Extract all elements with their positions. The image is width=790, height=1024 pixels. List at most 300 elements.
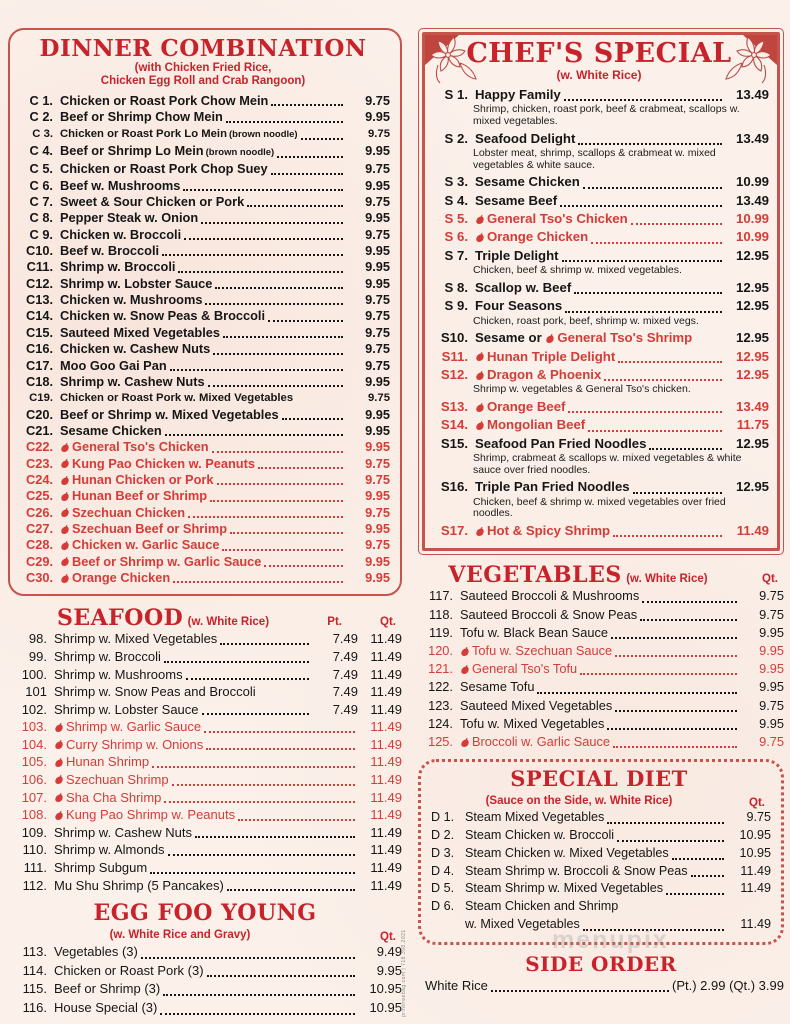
item-number: C18. [25,373,53,389]
dot-leader [178,271,343,273]
item-number: S11. [441,348,468,364]
menu-item-row [8,806,402,824]
item-number: 118. [429,606,453,622]
item-name-wrap [54,980,358,999]
dot-leader [150,872,355,874]
item-price: 9.75 [365,504,390,520]
item-price: 9.95 [365,439,390,455]
spicy-pepper-icon [54,757,63,768]
dot-leader [591,242,722,244]
menu-item-row [427,898,771,916]
item-name: Shrimp w. Broccoli [54,648,161,664]
menu-item-row [8,980,402,999]
item-name: Shrimp w. Cashew Nuts [60,373,205,389]
item-number: S14. [440,417,468,433]
quart-column-header: Qt. [762,573,778,586]
item-number: 109. [21,824,47,840]
item-name: Chicken w. Snow Peas & Broccoli [60,308,266,324]
item-price: 11.49 [370,736,402,752]
item-name: General Tso's Chicken [72,439,209,455]
menu-item-row [8,859,402,877]
item-number: 111. [23,860,47,876]
item-price: 9.95 [759,643,784,659]
item-price: 9.75 [759,697,784,713]
left-column [8,28,402,1018]
spicy-pepper-icon [54,792,63,803]
item-name-wrap [54,753,358,771]
item-number: 105. [21,754,47,770]
item-name-wrap [465,898,771,916]
section-title: DINNER COMBINATION [39,35,367,62]
dot-leader [649,448,722,450]
item-number: C13. [25,292,53,308]
item-number: C 3. [32,127,53,140]
item-price: 12.95 [735,298,769,314]
item-number: C27. [25,520,53,536]
item-name: Chicken or Roast Pork Chow Mein [60,93,269,108]
item-name-wrap [60,259,346,275]
item-number: S 9. [444,298,468,314]
item-name: Hot & Spicy Shrimp [487,523,611,539]
menupix-watermark: menupix [552,926,669,954]
item-name-wrap [54,841,358,859]
item-name: Shrimp w. Lobster Sauce [54,701,199,717]
item-price: 10.99 [735,211,769,226]
dot-leader [247,205,343,207]
item-name: Sauteed Mixed Vegetables [60,324,221,340]
item-name-wrap [60,439,346,455]
menu-item-row [429,86,769,104]
menu-item-row [418,587,784,605]
item-number: S 4. [444,192,468,208]
item-name: Chicken w. Garlic Sauce [72,537,220,553]
seafood-section [8,606,402,894]
egg-foo-young-items [8,943,402,1017]
dot-leader [168,854,355,856]
quart-column-header: Qt. [749,797,765,810]
menu-item-row [8,736,402,754]
item-price: 12.95 [735,479,769,495]
item-name: Szechuan Chicken [72,504,186,520]
item-number: 124. [428,715,453,731]
menu-item-row [16,194,390,210]
item-price: 10.95 [739,828,771,843]
item-name-wrap [475,435,725,453]
menu-item-row [429,348,769,366]
item-name: Triple Pan Fried Noodles [475,479,630,495]
dot-leader [271,173,343,175]
special-diet-section [418,759,784,945]
item-price: 9.95 [365,259,390,275]
dot-leader [188,516,343,518]
spicy-pepper-icon [475,232,484,243]
item-number: 103. [21,719,47,735]
item-price: 9.75 [759,734,784,750]
item-name: Sesame Chicken [475,174,580,190]
item-price-pint: 7.49 [332,631,358,647]
spicy-pepper-icon [60,540,69,551]
seafood-header [8,606,402,630]
dot-leader [574,292,722,294]
dot-leader [205,303,343,305]
item-number: 112. [22,877,47,893]
dot-leader [583,187,722,189]
item-price: 12.95 [735,348,769,364]
menu-item-row [418,678,784,696]
dot-leader [163,994,355,996]
vegetables-header [418,563,784,587]
section-subtitle: (Sauce on the Side, w. White Rice) [485,795,673,808]
dot-leader [195,836,355,838]
item-name: Orange Beef [487,399,566,415]
item-number: S10. [440,330,468,346]
item-price: 9.75 [365,357,390,373]
dot-leader [568,411,722,413]
dot-leader [184,238,343,240]
item-name: Sesame Chicken [60,422,162,438]
menu-item-row [418,624,784,642]
item-name: Sha Cha Shrimp [66,789,162,805]
item-price: 9.95 [759,679,784,695]
dot-leader [564,99,722,101]
menu-item-row [8,771,402,789]
menu-item-row [16,308,390,324]
dot-leader [226,121,343,123]
menu-item-row [8,943,402,962]
item-name: Beef or Shrimp Lo Mein [60,143,204,159]
item-price: 9.75 [365,308,390,324]
item-price: 11.49 [370,648,402,664]
spicy-pepper-icon [460,737,469,748]
printer-credit-text: printfreebag.com | 718.398.2021 [401,929,407,1017]
item-name: Chicken or Roast Pork (3) [54,962,204,978]
item-number: 125. [428,734,453,750]
menu-item-row [16,178,390,194]
item-price: 12.95 [735,279,769,295]
item-name-wrap [465,916,727,934]
item-name-wrap [475,416,725,434]
menu-item-row [418,733,784,751]
menu-item-row [8,648,402,666]
item-description: Chicken, beef & shrimp w. mixed vegetables. [473,264,682,277]
item-number: 116. [22,1000,47,1015]
special-diet-header [427,767,771,791]
item-name: Beef or Shrimp (3) [54,981,161,997]
menu-item-row [16,358,390,374]
item-name-wrap [60,456,346,472]
item-description: Chicken, roast pork, beef, shrimp w. mixed vegs. [473,314,699,327]
item-price: 9.75 [365,341,390,357]
menu-item-row [8,877,402,895]
item-name: Hunan Beef or Shrimp [72,488,208,504]
item-name-wrap [475,130,725,148]
dot-leader [227,889,355,891]
item-name-prefix: Sesame or [475,330,546,346]
dinner-combination-header [16,36,390,88]
item-name-wrap [460,697,740,715]
chefs-special-box [422,32,780,551]
item-number: 110. [22,842,47,858]
item-name: Shrimp w. Snow Peas and Broccoli [54,684,256,700]
spicy-pepper-icon [475,402,484,413]
item-price: 11.49 [370,701,402,717]
item-name: Orange Chicken [72,569,171,585]
item-name: Hunan Triple Delight [487,348,616,364]
menu-item-row [16,554,390,570]
item-name-wrap [475,348,725,366]
item-name: Kung Pao Chicken w. Peanuts [72,455,255,471]
menu-item-row [429,173,769,191]
menu-item-row [16,521,390,537]
item-price: 9.75 [368,127,390,140]
section-title: CHEF'S SPECIAL [466,38,732,69]
item-name-wrap [54,701,312,719]
spicy-pepper-icon [54,739,63,750]
item-number: D 5. [431,881,455,896]
item-name-wrap [475,86,725,104]
dot-leader [152,766,355,768]
item-price: 13.49 [735,399,769,415]
menu-item-row [16,488,390,504]
item-name: Steam Chicken and Shrimp [465,899,619,914]
item-name-wrap [60,178,346,194]
item-number: C15. [25,324,53,340]
menu-item-row [429,522,769,540]
spicy-pepper-icon [475,351,484,362]
item-number: 98. [28,631,47,647]
item-name-wrap [54,718,358,736]
dot-leader [238,819,355,821]
menu-item-row [16,472,390,488]
item-name-wrap [475,173,725,191]
item-number: D 6. [431,899,455,914]
item-price: 9.75 [365,194,390,210]
item-price: 9.95 [365,488,390,504]
spicy-pepper-icon [60,573,69,584]
item-price: 9.95 [365,243,390,259]
item-price: 11.49 [370,824,402,840]
item-note: (brown noodle) [205,147,275,159]
item-price: 10.95 [739,845,771,860]
menu-item-row [429,247,769,265]
item-note: (brown noodle) [228,128,298,140]
spicy-pepper-icon [475,420,484,431]
item-name-wrap [460,733,740,751]
item-name-wrap [54,736,358,754]
item-name: Shrimp w. Cashew Nuts [54,824,192,840]
item-name: Shrimp w. Lobster Sauce [60,275,213,291]
item-name: Hunan Chicken or Pork [72,471,214,487]
dot-leader [631,223,722,225]
item-price: 11.49 [370,754,402,770]
item-price: 9.75 [759,606,784,622]
item-name-wrap [465,827,727,845]
item-number: S 2. [444,130,468,146]
item-description: Shrimp, crabmeat & scallops w. mixed vegetables & white sauce over fried noodles. [473,452,742,476]
item-name-wrap [460,642,740,660]
dot-leader [141,957,355,959]
spicy-pepper-icon [475,214,484,225]
section-subtitle: (w. White Rice) [556,68,642,82]
item-price: 11.49 [370,789,402,805]
item-name-wrap [60,358,346,374]
item-name-wrap [460,624,740,642]
item-price: 9.95 [759,624,784,640]
dot-leader [607,728,737,730]
dot-leader [160,1013,355,1015]
menu-item-row [427,863,771,881]
menu-item-row [429,297,769,315]
menu-item-row [16,325,390,341]
item-number: C11. [26,259,53,275]
item-number: C22. [25,439,53,455]
item-number: D 2. [431,828,455,843]
item-name-wrap [60,308,346,324]
item-name: Shrimp w. Mixed Vegetables [54,631,218,647]
item-price: 11.75 [736,417,769,433]
item-number: S12. [440,367,468,383]
menu-item-row [429,210,769,228]
item-name: Hunan Shrimp [66,754,150,770]
spicy-pepper-icon [60,475,69,486]
item-name-wrap [60,488,346,504]
item-name-wrap [475,279,725,297]
item-number: C 6. [29,177,53,193]
menu-item-row [8,841,402,859]
item-number: C30. [25,569,53,585]
item-name: Seafood Delight [475,130,576,146]
menu-item-row [16,390,390,406]
item-price: 11.49 [740,881,771,896]
item-name-wrap [60,390,346,406]
item-name: Tofu w. Black Bean Sauce [460,624,608,640]
menu-item-row-continuation [427,916,771,934]
dot-leader [633,492,722,494]
item-name: Moo Goo Gai Pan [60,357,167,373]
dot-leader [578,143,722,145]
item-price-pint: 7.49 [332,684,358,700]
item-name: House Special (3) [54,1000,158,1015]
dot-leader [223,336,343,338]
item-price: 9.95 [365,422,390,438]
item-number: 115. [22,981,47,997]
item-number: C 8. [29,210,53,226]
menu-item-row [418,642,784,660]
egg-foo-young-subheader [8,925,402,943]
item-name-wrap [54,877,358,895]
item-price: 9.95 [365,177,390,193]
dot-leader [604,379,722,381]
item-name-wrap [460,587,740,605]
item-name-wrap [54,962,358,981]
menu-item-row [418,697,784,715]
item-name: Curry Shrimp w. Onions [66,736,204,752]
item-price-pint: 7.49 [332,648,358,664]
item-number: C 5. [29,161,53,177]
menu-item-row [16,439,390,455]
menu-item-row [8,753,402,771]
dot-leader [565,311,722,313]
menu-item-row [8,999,402,1018]
dot-leader [562,260,722,262]
item-name-wrap [60,143,346,161]
item-name: Sesame Beef [475,192,558,208]
item-name: Seafood Pan Fried Noodles [475,435,647,451]
item-name-wrap [60,423,346,439]
menu-item-row [16,423,390,439]
dot-leader [222,549,343,551]
section-title: SEAFOOD [56,605,184,632]
item-name: Beef or Shrimp w. Mixed Vegetables [60,406,279,422]
item-name-wrap [60,227,346,243]
section-title: EGG FOO YOUNG [93,900,317,927]
item-number: C10. [25,243,53,259]
menu-item-row [418,976,784,995]
menu-item-row [8,666,402,684]
item-name-wrap [60,521,346,537]
dot-leader [301,138,343,140]
item-number: C 7. [29,194,53,210]
item-price: 9.95 [365,275,390,291]
dot-leader [258,467,343,469]
spicy-pepper-icon [460,664,469,675]
item-name-wrap [54,666,312,684]
item-name: Sesame Tofu [460,679,535,695]
spicy-pepper-icon [60,458,69,469]
item-number: S 5. [444,211,468,226]
item-price: 11.49 [740,917,771,932]
item-price: 9.95 [365,520,390,536]
dot-leader [217,483,343,485]
item-name-wrap [54,806,358,824]
item-price: 9.95 [759,715,784,731]
item-name: Sweet & Sour Chicken or Pork [60,194,245,210]
vegetables-items [418,587,784,751]
item-price: 10.99 [735,174,769,190]
item-number: 122. [428,679,453,695]
quart-column-header: Qt. [380,616,396,629]
menu-item-row [16,456,390,472]
dot-leader [186,678,309,680]
spicy-pepper-icon [54,810,63,821]
dot-leader [172,784,355,786]
menu-item-row [429,192,769,210]
spicy-pepper-icon [460,646,469,657]
item-name-wrap [475,297,725,315]
item-price: 11.49 [370,807,402,823]
item-number: C17. [25,357,53,373]
dot-leader [162,254,343,256]
item-name-wrap [475,329,725,347]
item-number: S17. [440,523,468,539]
item-description: Shrimp w. vegetables & General Tso's chicken. [473,383,691,396]
item-number: 120. [428,643,453,659]
menu-item-row [16,143,390,161]
item-name-wrap [54,683,312,701]
item-name: Four Seasons [475,298,563,314]
item-name-wrap [60,505,346,521]
item-name: Shrimp Subgum [54,860,148,876]
dot-leader [170,369,343,371]
right-column [418,28,784,995]
item-price: 11.49 [370,666,402,682]
dot-leader [201,222,343,224]
item-number: 114. [22,962,47,978]
item-number: C 1. [29,93,53,108]
item-name-wrap [54,630,312,648]
item-price: 12.95 [735,367,769,383]
item-number: S 3. [444,174,468,190]
